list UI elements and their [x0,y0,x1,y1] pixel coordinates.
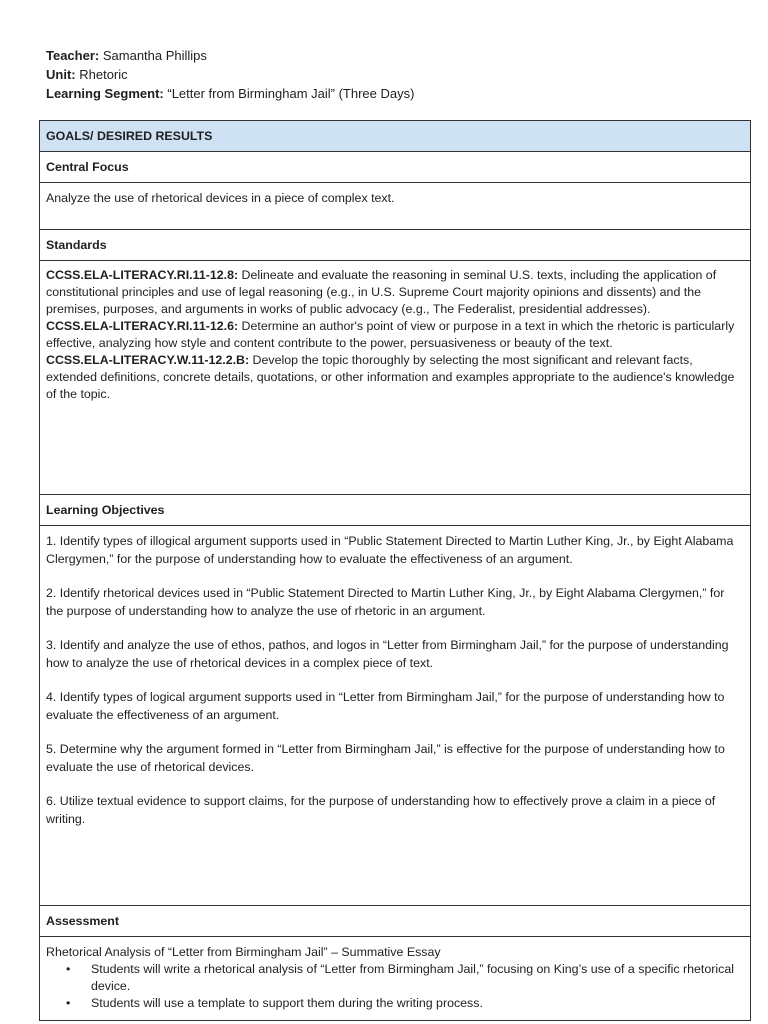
standards-heading: Standards [40,230,750,261]
objective-item: 6. Utilize textual evidence to support claims, for the purpose of understanding how to effectively prove a claim in a piece of writing. [46,794,716,826]
standard-item [46,267,744,318]
objective-item: 2. Identify rhetorical devices used in “Public Statement Directed to Martin Luther King, Jr., by Eight Alabama Clergymen,” for the purpose of understanding how to analyze the use of rhetoric in an argument. [46,586,725,618]
objective-item: 4. Identify types of logical argument supports used in “Letter from Birmingham Jail,” for the purpose of understanding how to evaluate the effectiveness of an argument. [46,690,725,722]
table-title: GOALS/ DESIRED RESULTS [40,121,750,152]
standard-item [46,352,744,403]
segment-line [46,84,414,103]
segment-name: “Letter from Birmingham Jail” (Three Days) [167,86,415,101]
assessment-heading: Assessment [40,906,750,937]
teacher-name: Samantha Phillips [102,48,207,63]
standard-code: CCSS.ELA-LITERACY.RI.11-12.8: [46,268,239,282]
standard-code: CCSS.ELA-LITERACY.W.11-12.2.B: [46,353,250,367]
standard-text: Delineate and evaluate the reasoning in seminal U.S. texts, including the application of constitutional principles and use of legal reasoning (e.g., in U.S. Supreme Court majority opinions and dissents) and the premises, purposes, and arguments in works of public advocacy (e.g., The Federalist, presidential addresses). [46,268,717,316]
objective-item: 3. Identify and analyze the use of ethos, pathos, and logos in “Letter from Birmingham Jail,” for the purpose of understanding how to analyze the use of rhetorical devices in a complex piece of text. [46,638,729,670]
objective-item: 5. Determine why the argument formed in “Letter from Birmingham Jail,” is effective for the purpose of understanding how to evaluate the use of rhetorical devices. [46,742,725,774]
central-focus-text: Analyze the use of rhetorical devices in a piece of complex text. [40,183,750,230]
central-focus-heading: Central Focus [40,152,750,183]
unit-name: Rhetoric [79,67,128,82]
teacher-line [46,46,414,65]
assessment-intro: Rhetorical Analysis of “Letter from Birmingham Jail” – Summative Essay [46,945,441,959]
objective-item: 1. Identify types of illogical argument supports used in “Public Statement Directed to Martin Luther King, Jr., by Eight Alabama Clergymen,” for the purpose of understanding how to evaluate the effectiveness of an argument. [46,534,734,566]
lesson-header [46,46,414,103]
assessment-body [40,937,750,1020]
standard-item [46,318,744,352]
assessment-bullet: • Students will use a template to support them during the writing process. [91,995,744,1012]
objectives-heading: Learning Objectives [40,495,750,526]
standard-code: CCSS.ELA-LITERACY.RI.11-12.6: [46,319,239,333]
standards-body [40,261,750,495]
unit-line [46,65,414,84]
standard-text: Develop the topic thoroughly by selecting the most significant and relevant facts, extended definitions, concrete details, quotations, or other information and examples appropriate to the audience's knowledge of the topic. [46,353,735,401]
assessment-list [46,961,744,1012]
assessment-bullet: • Students will write a rhetorical analysis of “Letter from Birmingham Jail,” focusing on King’s use of a specific rhetorical device. [91,961,744,995]
standard-text: Determine an author's point of view or purpose in a text in which the rhetoric is particularly effective, analyzing how style and content contribute to the power, persuasiveness or beauty of the text. [46,319,735,350]
goals-table [39,120,751,1021]
teacher-label: Teacher: [46,48,100,63]
segment-label: Learning Segment: [46,86,164,101]
unit-label: Unit: [46,67,76,82]
objectives-body [40,526,750,906]
